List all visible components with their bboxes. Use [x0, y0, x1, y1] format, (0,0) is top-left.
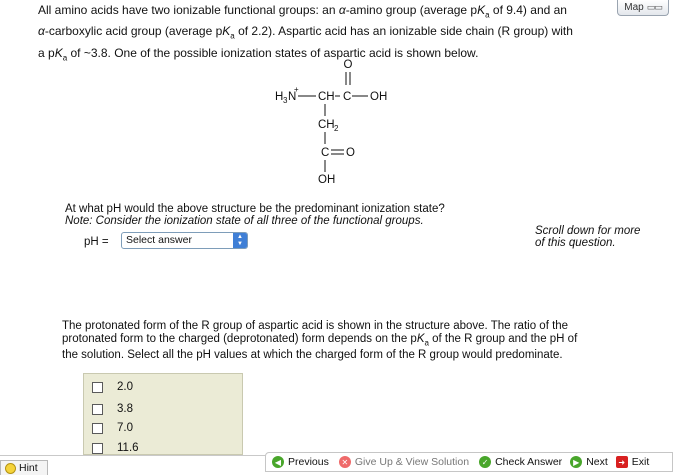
hint-label: Hint [19, 462, 38, 474]
intro-paragraph [38, 2, 618, 66]
question-block [65, 203, 445, 227]
previous-button[interactable] [272, 456, 329, 468]
k-symbol: K [477, 3, 486, 17]
choice-option[interactable] [92, 421, 133, 435]
amine-n: N [288, 91, 297, 103]
lightbulb-icon [5, 463, 16, 474]
choices-panel [83, 373, 243, 455]
question-note: Note: Consider the ionization state of all three of the functional groups. [65, 215, 424, 227]
choice-label: 3.8 [117, 403, 133, 415]
scroll-note-line: of this question. [535, 237, 616, 249]
give-up-button[interactable] [339, 456, 469, 468]
amine-h: H [275, 91, 284, 103]
methylene: CH [318, 119, 335, 131]
choice-label: 11.6 [117, 442, 139, 454]
alpha-symbol: α [338, 3, 346, 17]
hint-button[interactable] [0, 460, 48, 475]
previous-label: Previous [288, 456, 329, 468]
carboxyl-carbon: C [343, 91, 352, 103]
intro-text: All amino acids have two ionizable functional groups: an [38, 3, 339, 17]
k-symbol: K [222, 24, 231, 39]
side-chain-oxygen: O [346, 147, 355, 159]
plus-charge: + [294, 85, 299, 94]
map-button[interactable] [617, 0, 669, 16]
check-answer-button[interactable] [479, 456, 562, 468]
choice-label: 2.0 [117, 381, 133, 393]
intro-text: -amino group (average p [345, 3, 478, 17]
scroll-note [535, 225, 640, 249]
k-symbol: K [416, 333, 425, 345]
exit-icon: ➜ [616, 456, 628, 468]
k-symbol: K [54, 45, 63, 60]
paragraph-text: of the R group and the pH of [428, 333, 578, 345]
choice-option[interactable] [92, 402, 133, 416]
paragraph-text: the solution. Select all the pH values at which the charged form of the R group would predominate. [62, 349, 563, 362]
intro-text: of 2.2). Aspartic acid has an ionizable side chain (R group) with [234, 24, 573, 39]
intro-text: a p [38, 45, 55, 60]
amine-subscript: 3 [283, 96, 288, 105]
checkmark-icon: ✓ [479, 456, 491, 468]
question-text: At what pH would the above structure be the predominant ionization state? [65, 203, 445, 215]
choice-option[interactable] [92, 441, 139, 455]
scroll-note-line: Scroll down for more [535, 225, 641, 237]
a-subscript: a [230, 31, 235, 41]
give-up-label: Give Up & View Solution [354, 456, 470, 468]
checkbox[interactable] [92, 382, 103, 393]
action-bar [265, 452, 673, 472]
a-subscript: a [62, 53, 68, 63]
second-paragraph [62, 320, 642, 362]
choice-label: 7.0 [117, 422, 133, 434]
checkbox[interactable] [92, 423, 103, 434]
map-icon: ▭▭ [646, 2, 662, 12]
select-arrows-icon: ▲ ▼ [233, 233, 247, 248]
checkbox[interactable] [92, 404, 103, 415]
a-subscript: a [485, 10, 490, 20]
aspartic-acid-structure [268, 58, 398, 188]
next-label: Next [586, 456, 608, 468]
a-subscript: a [424, 338, 429, 348]
intro-text: of ~3.8. One of the possible ionization states of aspartic acid is shown below. [67, 45, 479, 60]
side-chain-carbon: C [321, 147, 330, 159]
carbonyl-oxygen: O [343, 59, 353, 71]
ph-select-value: Select answer [126, 234, 192, 246]
close-icon: ✕ [339, 456, 351, 468]
hydroxyl: OH [370, 91, 388, 103]
intro-text: -carboxylic acid group (average p [44, 24, 223, 39]
paragraph-text: The protonated form of the R group of aspartic acid is shown in the structure above. The ratio of the [62, 320, 569, 332]
exit-button[interactable] [616, 456, 650, 468]
choice-option[interactable] [92, 380, 133, 394]
check-answer-label: Check Answer [495, 456, 563, 468]
arrow-left-icon: ◀ [272, 456, 284, 468]
ph-label: pH = [84, 236, 109, 248]
intro-text: of 9.4) and an [489, 3, 567, 17]
exit-label: Exit [631, 456, 650, 468]
alpha-carbon: CH [318, 91, 335, 103]
alpha-symbol: α [38, 24, 45, 39]
checkbox[interactable] [92, 443, 103, 454]
ph-select[interactable] [121, 232, 248, 249]
paragraph-text: protonated form to the charged (deprotonated) form depends on the p [62, 333, 417, 345]
map-label: Map [624, 2, 644, 13]
side-chain-hydroxyl: OH [318, 174, 336, 186]
arrow-right-icon: ▶ [570, 456, 582, 468]
next-button[interactable] [570, 456, 608, 468]
methylene-subscript: 2 [334, 124, 339, 133]
